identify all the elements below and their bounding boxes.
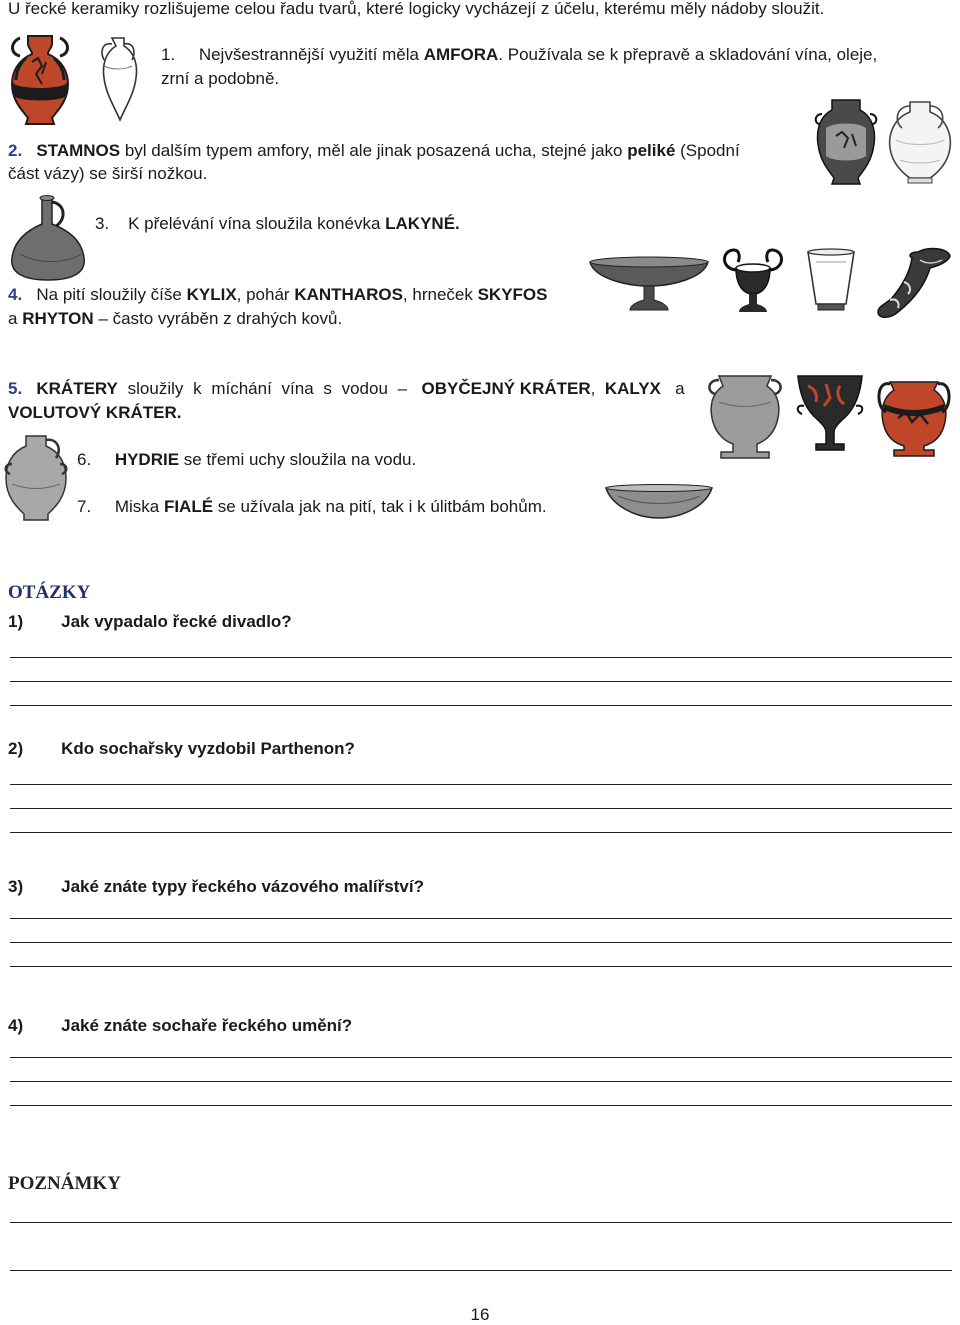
item-2-number: 2. <box>8 141 23 160</box>
item-4-line2-start: a <box>8 309 23 328</box>
question-4 <box>8 1014 352 1037</box>
stamnos-icon <box>814 98 878 188</box>
volute-krater-icon <box>876 374 952 458</box>
item-2-text: byl dalším typem amfory, měl ale jinak posazená ucha, stejné jako <box>120 141 628 160</box>
item-3-text: K přelévání vína sloužila konévka <box>128 214 386 233</box>
item-7-line <box>77 495 547 518</box>
answer-line[interactable] <box>10 1081 952 1082</box>
item-7-text: Miska <box>114 497 164 516</box>
rhyton-icon <box>874 246 954 322</box>
amphora-outline-icon <box>94 36 142 122</box>
answer-line[interactable] <box>10 784 952 785</box>
amfora-term: AMFORA <box>423 45 499 64</box>
fiale-term: FIALÉ <box>163 497 214 516</box>
item-2-line-2: část vázy) se širší nožkou. <box>8 164 208 183</box>
item-6-text: se třemi uchy sloužila na vodu. <box>179 450 417 469</box>
item-3-number: 3. <box>95 214 110 233</box>
item-1-text-end: . Používala se k přepravě a skladování vína, oleje, <box>498 45 878 64</box>
item-6-line <box>77 448 416 471</box>
lakyne-term: LAKYNÉ. <box>385 214 460 233</box>
pelike-icon <box>884 100 956 184</box>
question-2-text: Kdo sochařsky vyzdobil Parthenon? <box>61 739 355 758</box>
kratery-term: KRÁTERY <box>36 379 118 398</box>
skyfos-term: SKYFOS <box>477 285 548 304</box>
item-4-line-1 <box>8 283 547 306</box>
answer-line[interactable] <box>10 942 952 943</box>
intro-text: U řecké keramiky rozlišujeme celou řadu tvarů, které logicky vycházejí z účelu, kterému měly nádoby sloužit. <box>8 0 825 18</box>
kylix-cup-icon <box>586 254 712 316</box>
answer-line[interactable] <box>10 681 952 682</box>
answer-line[interactable] <box>10 1057 952 1058</box>
notes-line[interactable] <box>10 1222 952 1223</box>
answer-line[interactable] <box>10 832 952 833</box>
notes-heading: POZNÁMKY <box>8 1173 121 1194</box>
answer-line[interactable] <box>10 918 952 919</box>
question-1 <box>8 610 292 633</box>
amphora-red-figure-icon <box>2 32 78 128</box>
kantharos-term: KANTHAROS <box>294 285 403 304</box>
item-4-text-2: , pohár <box>236 285 295 304</box>
answer-line[interactable] <box>10 705 952 706</box>
question-2-number: 2) <box>8 739 24 758</box>
item-5-and: a <box>670 379 685 398</box>
item-3-line <box>95 212 460 235</box>
item-2-text-end: (Spodní <box>675 141 740 160</box>
item-4-text: Na pití sloužily číše <box>36 285 187 304</box>
question-1-text: Jak vypadalo řecké divadlo? <box>61 612 292 631</box>
item-7-text-end: se užívala jak na pití, tak i k úlitbám bohům. <box>213 497 547 516</box>
question-1-number: 1) <box>8 612 24 631</box>
obycejny-krater-term: OBYČEJNÝ KRÁTER <box>421 379 591 398</box>
item-5-line-1 <box>8 377 692 400</box>
question-3-text: Jaké znáte typy řeckého vázového malířství? <box>61 877 424 896</box>
stamnos-term: STAMNOS <box>36 141 121 160</box>
answer-line[interactable] <box>10 657 952 658</box>
item-1-number: 1. <box>161 45 176 64</box>
volutovy-krater-term: VOLUTOVÝ KRÁTER. <box>8 403 182 422</box>
answer-line[interactable] <box>10 1105 952 1106</box>
lekythos-jug-icon <box>6 194 90 286</box>
kylix-term: KYLIX <box>186 285 237 304</box>
item-4-text-3: , hrneček <box>402 285 478 304</box>
question-4-text: Jaké znáte sochaře řeckého umění? <box>61 1016 353 1035</box>
kantharos-icon <box>720 248 786 318</box>
kalyx-term: KALYX <box>604 379 661 398</box>
questions-heading: OTÁZKY <box>8 582 91 603</box>
item-5-text: sloužily k míchání vína s vodou – <box>117 379 417 398</box>
skyphos-icon <box>802 248 860 318</box>
question-3-number: 3) <box>8 877 24 896</box>
calyx-krater-icon <box>796 372 864 458</box>
krater-plain-icon <box>705 372 785 462</box>
answer-line[interactable] <box>10 966 952 967</box>
item-4-number: 4. <box>8 285 23 304</box>
question-4-number: 4) <box>8 1016 24 1035</box>
item-4-line2-end: – často vyráběn z drahých kovů. <box>93 309 343 328</box>
item-7-number: 7. <box>77 497 92 516</box>
question-2 <box>8 737 355 760</box>
rhyton-term: RHYTON <box>22 309 94 328</box>
item-6-number: 6. <box>77 450 92 469</box>
notes-line[interactable] <box>10 1270 952 1271</box>
item-1-line-1 <box>161 43 877 66</box>
pelike-term: peliké <box>627 141 676 160</box>
hydria-icon <box>4 434 68 524</box>
item-1-line-2: zrní a podobně. <box>161 69 280 88</box>
page-number: 16 <box>470 1305 490 1324</box>
hydrie-term: HYDRIE <box>114 450 180 469</box>
item-2-line-1 <box>8 139 740 162</box>
question-3 <box>8 875 424 898</box>
item-4-line-2 <box>8 307 342 330</box>
phiale-bowl-icon <box>604 484 714 520</box>
item-1-text: Nejvšestrannější využití měla <box>198 45 424 64</box>
item-5-comma: , <box>590 379 601 398</box>
item-5-number: 5. <box>8 379 23 398</box>
answer-line[interactable] <box>10 808 952 809</box>
